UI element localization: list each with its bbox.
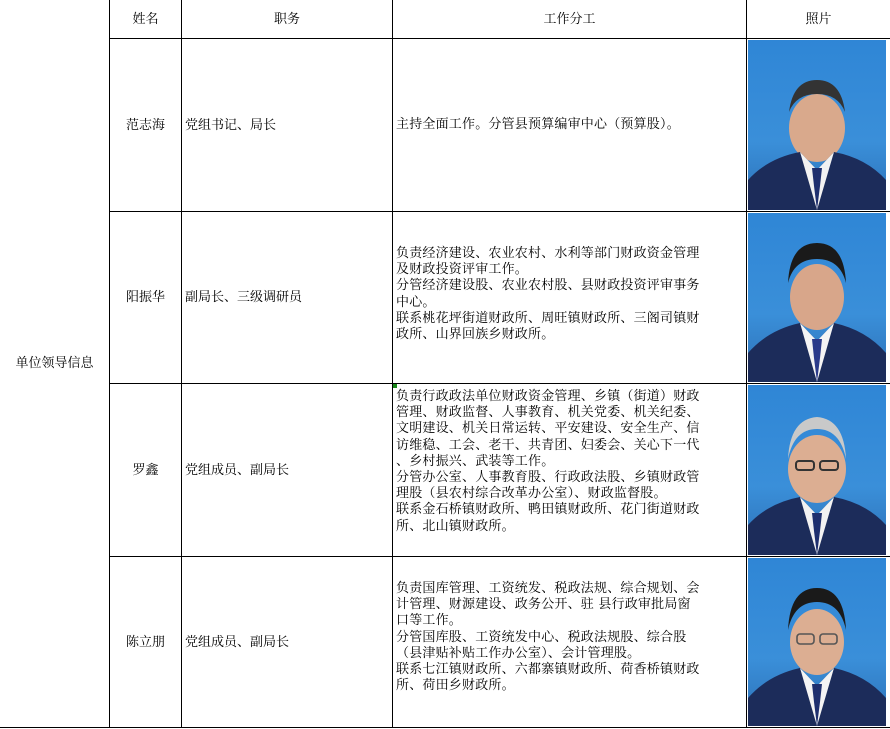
leader-duties: 负责经济建设、农业农村、水利等部门财政资金管理 及财政投资评审工作。 分管经济建设股、农业农村股、县财政投资评审事务 中心。 联系桃花坪街道财政所、周旺镇财政所、三阁司镇财 政所、山界回族乡财政所。	[396, 246, 700, 343]
leader-duties: 负责国库管理、工资统发、税政法规、综合规划、会 计管理、财源建设、政务公开、驻 县行政审批局窗 口等工作。 分管国库股、工资统发中心、税政法规股、综合股 （县津贴补贴工作办公室）、会计管理股。 联系七江镇财政所、六都寨镇财政所、荷香桥镇财政 所、荷田乡财政所。	[396, 581, 700, 694]
portrait-photo	[748, 558, 886, 726]
section-label: 单位领导信息	[15, 356, 94, 371]
leader-position: 党组书记、局长	[185, 117, 277, 133]
leader-name: 罗鑫	[132, 462, 159, 478]
portrait-photo	[748, 40, 886, 210]
header-photo: 照片	[805, 11, 832, 27]
header-name: 姓名	[132, 11, 159, 27]
table-bottom-border	[0, 727, 890, 728]
leader-duties: 负责行政政法单位财政资金管理、乡镇（街道）财政 管理、财政监督、人事教育、机关党委、机关纪委、 文明建设、机关日常运转、平安建设、安全生产、信 访维稳、工会、老干、共青团、妇委会、关心下一代 、乡村振兴、武装等工作。 分管办公室、人事教育股、行政政法股、乡镇财政管 理股（县农村综合改革办公室）、财政监督股。 联系金石桥镇财政所、鸭田镇财政所、花门街道财政 所、北山镇财政所。	[396, 389, 700, 534]
portrait-photo	[748, 213, 886, 382]
leader-name: 陈立朋	[125, 634, 165, 650]
leader-position: 副局长、三级调研员	[185, 290, 303, 305]
leader-name: 范志海	[125, 117, 165, 133]
cell-comment-marker	[393, 384, 397, 388]
leader-position: 党组成员、副局长	[185, 462, 290, 478]
portrait-icon	[748, 385, 886, 555]
header-position: 职务	[273, 11, 300, 27]
header-duties: 工作分工	[543, 11, 596, 27]
leader-name: 阳振华	[125, 290, 165, 305]
leader-duties: 主持全面工作。分管县预算编审中心（预算股）。	[396, 117, 680, 132]
portrait-icon	[748, 558, 886, 726]
leader-position: 党组成员、副局长	[185, 634, 290, 650]
column-divider	[392, 0, 393, 728]
portrait-icon	[748, 40, 886, 210]
column-divider	[746, 0, 747, 728]
portrait-icon	[748, 213, 886, 382]
portrait-photo	[748, 385, 886, 555]
